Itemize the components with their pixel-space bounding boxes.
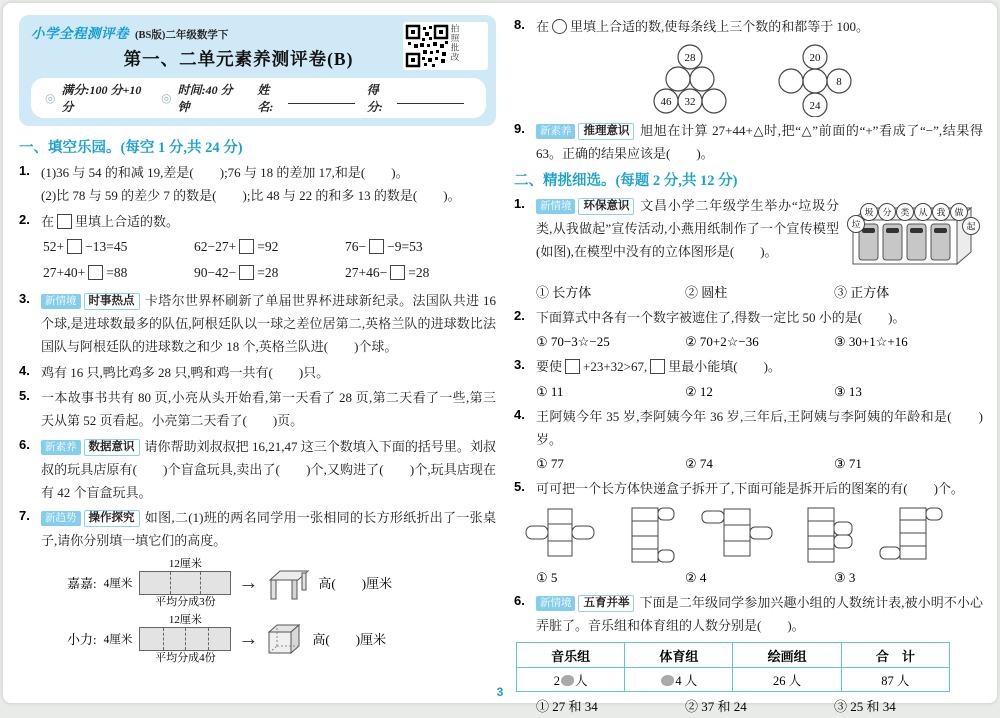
s2-problem-1 — [514, 194, 983, 279]
dashed-divider — [200, 572, 201, 594]
topic-badge: 推理意识 — [578, 123, 634, 140]
svg-text:28: 28 — [684, 51, 696, 64]
equation: 76− −9=53 — [345, 238, 423, 254]
trash-bins-model — [845, 196, 983, 270]
height-blank: 高( )厘米 — [312, 632, 387, 647]
option-3: ③ 13 — [833, 383, 862, 399]
q8-lead-post: 里填上合适的数,使每条线上三个数的和都等于 100。 — [570, 19, 870, 34]
q2-lead-pre: 在 — [41, 213, 55, 229]
problem-3 — [19, 289, 496, 358]
problem-number: 7. — [19, 508, 30, 523]
fill-box — [67, 239, 82, 254]
box-net-4 — [784, 505, 864, 565]
s2q6-text: 下面是二年级同学参加兴趣小组的人数统计表,被小明不小心弄脏了。音乐组和体育组的人数分别是( )。 — [535, 594, 983, 633]
svg-text:圾: 圾 — [864, 207, 874, 218]
option-2: ② 圆柱 — [684, 284, 728, 300]
test-paper-page — [3, 3, 997, 714]
dashed-divider — [163, 628, 164, 650]
problem-4 — [19, 361, 496, 384]
problem-body — [536, 355, 983, 378]
svg-text:32: 32 — [684, 95, 696, 108]
svg-text:分: 分 — [882, 207, 892, 218]
section1-heading: 一、填空乐园。(每空 1 分,共 24 分) — [19, 140, 243, 156]
option-1: ① 长方体 — [535, 284, 592, 300]
s2q2-text: 下面算式中各有一个数字被遮住了,得数一定比 50 小的是( )。 — [535, 309, 906, 325]
option-3: ③ 正方体 — [833, 284, 890, 300]
fill-box — [390, 265, 405, 280]
box-net-1 — [520, 505, 600, 565]
svg-text:20: 20 — [809, 51, 821, 64]
arrow-icon: → — [238, 571, 259, 594]
new-context-badge: 新情境 — [41, 294, 81, 309]
q1-part1: (1)36 与 54 的和减 19,差是( );76 与 18 的差加 17,和是( )。 — [41, 165, 409, 180]
student-name: 小力: — [67, 632, 97, 647]
svg-text:46: 46 — [660, 95, 672, 108]
q1-part2: (2)比 78 与 59 的差少 7 的数是( );比 48 与 22 的和多 13 的数是( )。 — [41, 188, 461, 203]
s2-problem-3 — [514, 355, 983, 378]
arrow-icon: → — [238, 627, 259, 650]
fill-box — [565, 359, 580, 374]
option-1: ① 27 和 34 — [535, 699, 598, 714]
dashed-divider — [208, 628, 209, 650]
folded-table-icon — [265, 564, 311, 602]
problem-5 — [19, 386, 496, 432]
qr-code — [403, 22, 488, 70]
problem-number: 1. — [513, 196, 525, 211]
option-3: ③ 3 — [833, 569, 856, 585]
q6-text: 请你帮助刘叔叔把 16,21,47 这三个数填入下面的括号里。刘叔叔的玩具店原有( )个盲盒玩具,卖出了( )个,又购进了( )个,玩具店现在有 42 个盲盒玩具。 — [41, 438, 496, 500]
svg-text:起: 起 — [966, 221, 976, 232]
split-label: 平均分成4份 — [155, 651, 216, 664]
topic-badge: 环保意识 — [578, 198, 634, 215]
s2q5-options — [536, 567, 983, 589]
s2q6-options — [536, 696, 983, 718]
option-3: ③ 71 — [833, 456, 862, 471]
q2-lead — [41, 210, 496, 233]
col-painting: 绘画组 — [733, 643, 841, 668]
problem-body — [41, 435, 496, 504]
problem-6 — [19, 435, 496, 504]
svg-text:24: 24 — [809, 99, 821, 112]
option-2: ② 37 和 24 — [684, 699, 747, 714]
svg-text:类: 类 — [900, 207, 910, 218]
q3-text: 卡塔尔世界杯刷新了单届世界杯进球新纪录。法国队共进 16 个球,是进球数最多的队伍,阿根廷队以一球之差位居第二,英格兰队的进球数比法国队与阿根廷队的进球数之和少 18 个,英格兰队进( )个球。 — [41, 293, 496, 354]
problem-number: 8. — [513, 17, 525, 32]
name-blank — [288, 92, 355, 104]
box-net-diagrams — [520, 505, 983, 565]
s2q3-pre: 要使 — [535, 359, 562, 374]
paper-meta-bar — [31, 78, 486, 118]
ink-smudge — [661, 675, 674, 686]
problem-body — [41, 161, 496, 207]
q9-text: 旭旭在计算 27+44+△时,把“△”前面的“+”看成了“−”,结果得 63。正确的结果应该是( )。 — [535, 122, 983, 161]
equation: 27+40+ =88 — [43, 264, 128, 280]
s2q3-post: 里最小能填( )。 — [668, 359, 781, 374]
equation: 52+ −13=45 — [43, 238, 128, 254]
fill-box — [369, 239, 384, 254]
problem-number: 2. — [19, 211, 30, 227]
width-label: 12厘米 — [168, 613, 202, 626]
qr-caption: 拍照批改 — [449, 24, 460, 62]
recycling-model-image — [845, 196, 983, 277]
option-1: ① 70−3☆−25 — [535, 334, 610, 349]
right-column — [513, 15, 983, 714]
q7-text: 如图,二(1)班的两名同学用一张相同的长方形纸折出了一张桌子,请你分别填一填它们的高度。 — [41, 510, 496, 548]
svg-text:垃: 垃 — [851, 219, 861, 230]
student-name: 嘉嘉: — [67, 576, 97, 591]
painting-count: 26 人 — [733, 668, 841, 692]
total-count: 87 人 — [841, 668, 949, 692]
table-header-row — [516, 643, 949, 668]
topic-badge: 五育并举 — [578, 595, 634, 612]
option-3: ③ 25 和 34 — [833, 699, 896, 714]
triangle-circles-diagram — [639, 43, 741, 117]
svg-text:8: 8 — [836, 75, 843, 88]
new-literacy-badge: 新素养 — [536, 124, 576, 139]
s2-problem-4 — [514, 405, 983, 451]
topic-badge: 操作探究 — [84, 510, 140, 527]
score-blank — [397, 92, 464, 104]
fill-box — [57, 214, 72, 229]
problem-body — [536, 591, 983, 637]
problem-body — [536, 194, 983, 279]
problem-number: 5. — [19, 388, 30, 403]
paper-strip — [139, 627, 231, 651]
fold-diagram-jiajia — [67, 557, 496, 609]
split-label: 平均分成3份 — [155, 595, 216, 608]
option-1: ① 11 — [535, 383, 564, 399]
fill-box — [88, 265, 103, 280]
s2q1-options — [536, 282, 983, 304]
option-2: ② 74 — [684, 456, 713, 471]
fill-box — [239, 265, 254, 280]
problem-2 — [19, 210, 496, 287]
bullet-icon: ◎ — [161, 90, 172, 105]
problem-number: 5. — [513, 479, 525, 494]
problem-1 — [19, 161, 496, 207]
full-score-label: 满分:100 分+10 分 — [61, 83, 142, 114]
height-blank: 高( )厘米 — [318, 576, 393, 591]
option-2: ② 4 — [684, 569, 707, 585]
new-context-badge: 新情境 — [536, 199, 576, 214]
equation: 27+46− =28 — [345, 264, 430, 280]
topic-badge: 数据意识 — [84, 439, 140, 456]
svg-text:我: 我 — [936, 207, 946, 218]
problem-body — [536, 15, 983, 38]
problem-body — [41, 506, 496, 552]
problem-number: 2. — [513, 307, 525, 323]
col-total: 合 计 — [841, 643, 949, 668]
name-label: 姓名: — [257, 83, 274, 114]
new-context-badge: 新情境 — [536, 596, 576, 611]
height-label: 4厘米 — [103, 577, 133, 590]
equation-row — [43, 235, 496, 258]
s2-problem-2 — [514, 306, 983, 329]
option-1: ① 77 — [535, 456, 564, 471]
paper-strip — [139, 571, 231, 595]
equation-row — [43, 261, 496, 284]
option-2: ② 12 — [684, 383, 713, 399]
dashed-divider — [185, 628, 186, 650]
paper-strip-4parts — [139, 613, 231, 665]
s2q4-text: 王阿姨今年 35 岁,李阿姨今年 36 岁,三年后,王阿姨与李阿姨的年龄和是( )岁。 — [535, 408, 983, 447]
problem-number: 4. — [19, 362, 30, 378]
s2q3-options — [536, 381, 983, 403]
equation: 62−27+ =92 — [194, 238, 279, 254]
problem-9 — [514, 119, 983, 165]
option-2: ② 70+2☆−36 — [684, 334, 759, 349]
problem-7 — [19, 506, 496, 552]
option-3: ③ 30+1☆+16 — [833, 334, 908, 349]
new-trend-badge: 新趋势 — [41, 511, 81, 526]
s2-problem-5 — [514, 477, 983, 500]
paper-title: 第一、二单元素养测评卷(B) — [123, 49, 354, 69]
left-column — [19, 15, 496, 685]
section2-heading: 二、精挑细选。(每题 2 分,共 12 分) — [513, 173, 738, 189]
width-label: 12厘米 — [168, 557, 202, 570]
box-net-5 — [872, 505, 952, 565]
bullet-icon: ◎ — [45, 90, 56, 105]
problem-number: 3. — [19, 291, 30, 306]
equation: 90−42− =28 — [194, 264, 279, 280]
fold-diagram-xiaoli — [67, 613, 496, 665]
problem-body — [536, 119, 983, 165]
box-net-2 — [608, 505, 688, 565]
topic-badge: 时事热点 — [84, 293, 140, 310]
svg-text:做: 做 — [954, 207, 964, 218]
s2q3-mid: +23+32>67, — [583, 359, 648, 374]
problem-number: 3. — [513, 357, 525, 372]
problem-number: 4. — [513, 406, 525, 422]
folded-cube-icon — [265, 621, 305, 657]
s2q4-options — [536, 453, 983, 475]
svg-text:从: 从 — [918, 207, 928, 218]
page-number: 3 — [496, 685, 504, 699]
s2q5-text: 可可把一个长方体快递盒子拆开了,下面可能是拆开后的图案的有( )个。 — [535, 481, 964, 496]
qr-code-image — [405, 24, 449, 68]
q8-diagrams — [514, 43, 983, 117]
sports-count: 4 人 — [625, 668, 733, 692]
problem-8 — [514, 15, 983, 38]
dashed-divider — [170, 572, 171, 594]
q8-lead-pre: 在 — [535, 19, 549, 34]
problem-number: 1. — [19, 163, 30, 178]
paper-header — [19, 15, 496, 126]
q4-text: 鸡有 16 只,鸭比鸡多 28 只,鸭和鸡一共有( )只。 — [41, 364, 330, 380]
s2-problem-6 — [514, 591, 983, 637]
s2q1-text: 文昌小学二年级学生举办“垃圾分类,从我做起”宣传活动,小燕用纸制作了一个宣传模型(如图),在模型中没有的立体图形是( )。 — [535, 198, 839, 259]
cross-circles-diagram — [775, 43, 857, 117]
problem-number: 9. — [513, 120, 525, 136]
height-label: 4厘米 — [103, 633, 133, 646]
option-1: ① 5 — [535, 569, 558, 585]
problem-body — [41, 210, 496, 287]
col-music: 音乐组 — [516, 643, 624, 668]
edition-label: (BS版)二年级数学下 — [135, 30, 229, 41]
time-label: 时间:40 分钟 — [177, 83, 233, 114]
new-literacy-badge: 新素养 — [41, 440, 81, 455]
score-label: 得分: — [366, 83, 383, 114]
box-net-3 — [696, 505, 776, 565]
problem-number: 6. — [19, 436, 30, 452]
q2-lead-post: 里填上合适的数。 — [75, 213, 180, 229]
s2q2-options — [536, 331, 983, 353]
music-count: 2 人 — [516, 668, 624, 692]
problem-body — [41, 289, 496, 358]
fill-circle — [552, 19, 567, 34]
fill-box — [650, 359, 665, 374]
series-logo: 小学全程测评卷 — [31, 26, 129, 41]
col-sports: 体育组 — [625, 643, 733, 668]
problem-number: 6. — [513, 592, 525, 608]
ink-smudge — [561, 675, 574, 686]
paper-strip-3parts — [139, 557, 231, 609]
q5-text: 一本故事书共有 80 页,小亮从头开始看,第一天看了 28 页,第二天看了一些,第三天从第 52 页看起。小亮第二天看了( )页。 — [41, 390, 496, 428]
fill-box — [239, 239, 254, 254]
